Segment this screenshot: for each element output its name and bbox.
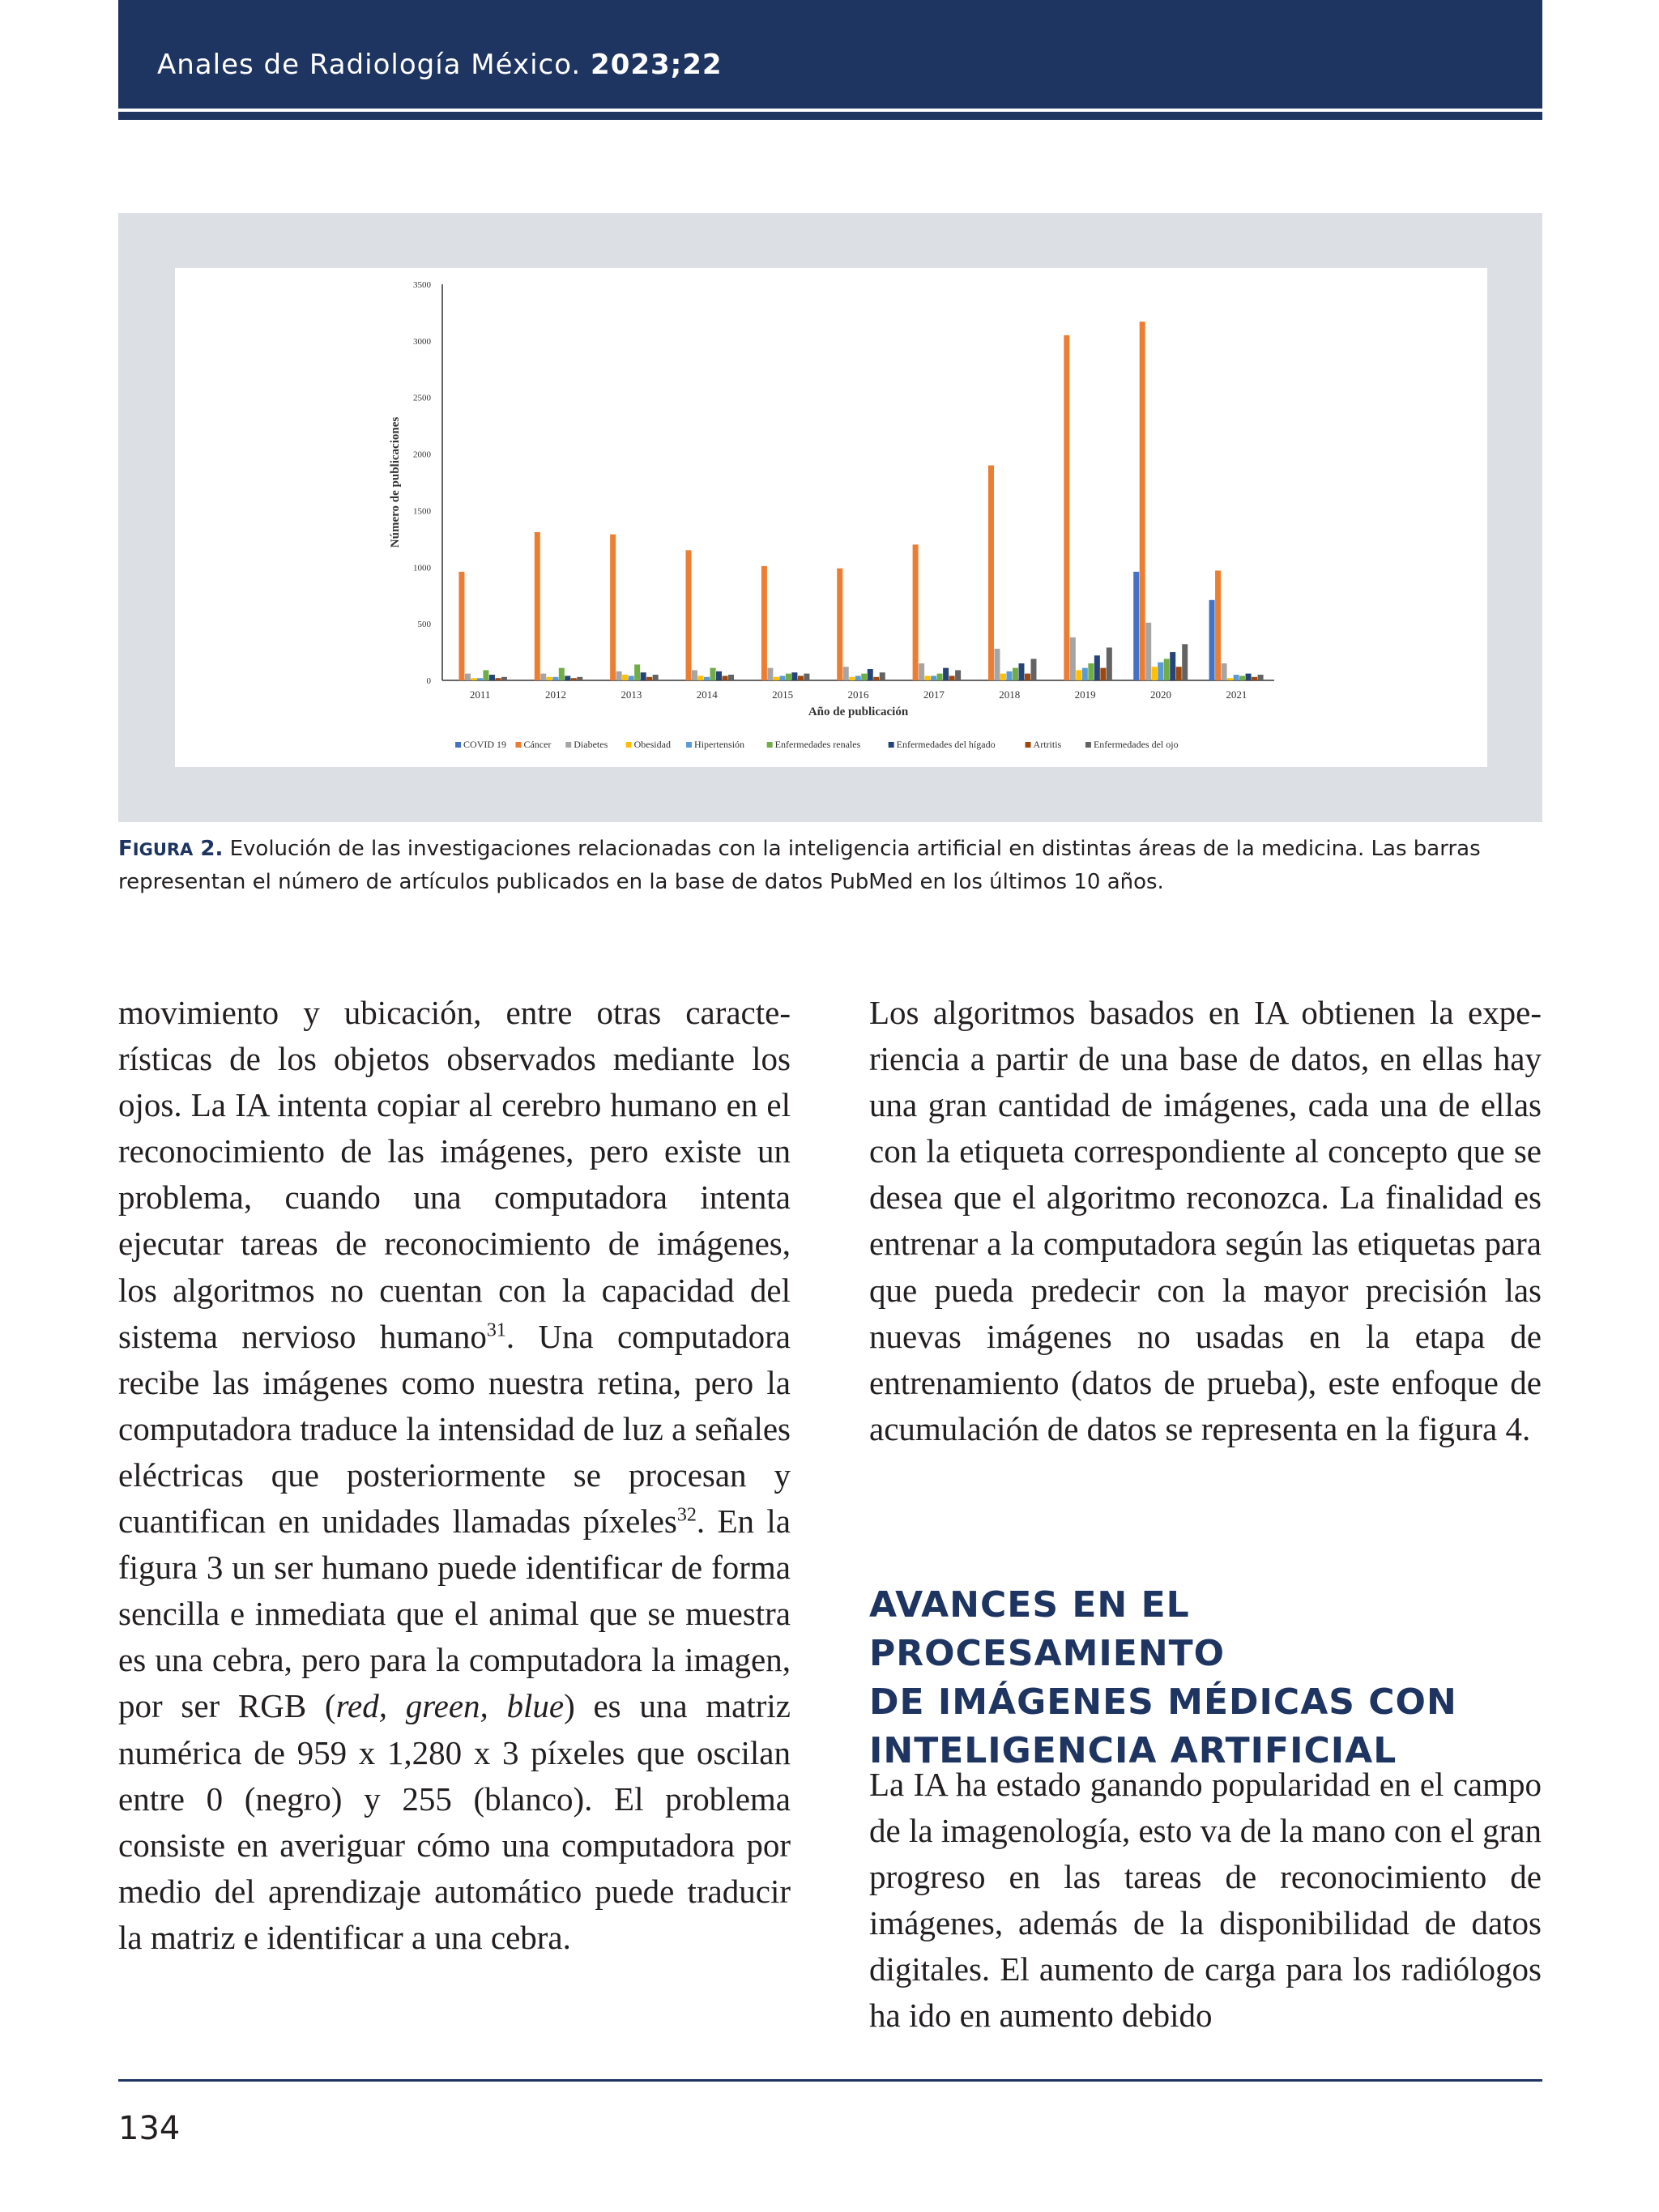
chart-panel [175,268,1487,767]
bar-diabetes-2014 [692,670,697,680]
legend-swatch [889,742,894,748]
bar-enfermedades-del-h-gado-2012 [565,676,570,680]
reference-32: 32 [676,1504,697,1526]
figure-caption [118,833,1544,898]
bar-obesidad-2018 [1000,674,1006,680]
bar-enfermedades-del-h-gado-2015 [791,672,797,680]
bar-c-ncer-2013 [610,535,616,680]
left-column [118,990,791,1961]
page-number: 134 [118,2110,181,2147]
bar-enfermedades-del-h-gado-2013 [641,672,646,680]
y-tick-label: 3000 [413,336,431,347]
x-tick-label: 2016 [847,688,869,701]
bar-enfermedades-renales-2019 [1088,663,1094,680]
bar-enfermedades-del-h-gado-2018 [1018,663,1024,680]
x-tick-label: 2019 [1074,688,1096,701]
bar-enfermedades-del-h-gado-2014 [716,671,722,680]
reference-31: 31 [486,1319,506,1340]
bar-c-ncer-2021 [1215,570,1221,680]
legend-label: Enfermedades del hígado [896,739,996,750]
y-tick-label: 3500 [413,280,431,290]
bar-obesidad-2011 [471,678,476,680]
x-tick-label: 2014 [696,688,718,701]
right-paragraph-2: La IA ha estado ganando popularidad en el campo de la imagenología, esto va de la mano con el gran progreso en las tareas de reconocimiento de imágenes, además de la disponibilidad de datos digitales. El aumento de carga para los radiólogos ha ido en aumento debido [869,1766,1542,2035]
bar-enfermedades-del-ojo-2014 [728,675,734,680]
bar-c-ncer-2017 [913,544,919,680]
y-tick-label: 500 [417,620,431,630]
y-tick-label: 1000 [413,563,431,573]
bar-artritis-2011 [495,678,501,680]
bar-hipertensi-n-2013 [629,676,634,680]
bar-c-ncer-2012 [535,532,540,680]
bar-hipertensi-n-2019 [1082,668,1088,680]
journal-name: Anales de Radiología México. [157,49,582,81]
bar-covid-19-2020 [1133,572,1139,680]
y-tick-label: 0 [426,676,431,686]
bar-artritis-2013 [646,677,652,680]
bar-obesidad-2020 [1152,667,1158,680]
footer-rule [118,2079,1542,2082]
legend-swatch [455,742,461,748]
bar-c-ncer-2014 [686,550,692,680]
bar-diabetes-2015 [767,668,773,680]
section-heading: AVANCES EN EL PROCESAMIENTO DE IMÁGENES MÉDICAS CON INTELIGENCIA ARTIFICIAL [869,1584,1457,1771]
bar-enfermedades-del-h-gado-2019 [1094,655,1100,680]
x-tick-label: 2020 [1149,688,1171,701]
figure-2 [118,213,1542,822]
bar-hipertensi-n-2018 [1006,671,1012,680]
left-paragraph: movimiento y ubicación, entre otras características de los objetos observados mediante los ojos. La IA intenta copiar al cerebro humano en el reconocimiento de las imágenes, pero existe un problema, cuando una computadora intenta ejecutar tareas de reconocimiento de imágenes, los algoritmos no cuentan con la capacidad del sistema nervioso humano$^{31}$. Una computadora recibe las imágenes como nuestra retina, pero la computadora traduce la intensidad de luz a señales eléctricas que posteriormente se procesan y cuantifican en unidades llamadas píxeles$^{32}$. En la figura 3 un ser humano puede identificar de forma sencilla e inmediata que el animal que se muestra es una cebra, pero para la computadora la imagen, por ser RGB (red, green, blue) es una matriz numérica de 959 x 1,280 x 3 píxeles que oscilan entre 0 (negro) y 255 (blanco). El problema consiste en averiguar cómo una computadora por medio del aprendizaje automático puede traducir la matriz e identificar a una cebra. [118,994,791,1956]
bar-enfermedades-del-h-gado-2021 [1246,674,1252,680]
bar-enfermedades-renales-2015 [786,674,791,680]
bar-obesidad-2015 [774,677,779,680]
bar-enfermedades-renales-2014 [710,668,716,680]
bar-enfermedades-renales-2018 [1013,668,1018,680]
bar-artritis-2012 [571,678,577,680]
bar-artritis-2016 [873,677,879,680]
bar-hipertensi-n-2015 [779,676,785,680]
bar-artritis-2021 [1252,677,1257,680]
y-tick-label: 2500 [413,393,431,403]
legend-swatch [626,742,632,748]
y-tick-label: 2000 [413,450,431,460]
x-tick-label: 2018 [999,688,1021,701]
bar-chart [175,268,1487,767]
bar-obesidad-2016 [849,677,855,680]
bar-hipertensi-n-2017 [931,676,936,680]
bar-c-ncer-2016 [837,569,842,680]
bar-covid-19-2021 [1209,600,1215,680]
bar-obesidad-2017 [925,676,931,680]
legend-label: Obesidad [633,739,671,750]
bar-enfermedades-del-h-gado-2016 [868,669,873,680]
bar-diabetes-2020 [1145,623,1151,680]
legend-swatch [515,742,521,748]
bar-c-ncer-2020 [1140,322,1145,680]
legend-label: Diabetes [574,739,608,750]
bar-obesidad-2019 [1076,670,1081,680]
bar-enfermedades-renales-2012 [559,668,565,680]
bar-enfermedades-renales-2017 [937,674,943,680]
bar-enfermedades-del-ojo-2018 [1030,658,1036,680]
legend-swatch [686,742,692,748]
header-rule [118,112,1542,120]
bar-enfermedades-del-ojo-2013 [653,675,659,680]
bar-obesidad-2013 [622,675,628,680]
legend-label: Hipertensión [694,739,745,750]
bar-artritis-2018 [1025,674,1030,680]
right-column [869,990,1542,1452]
x-tick-label: 2011 [469,688,491,701]
bar-c-ncer-2019 [1064,335,1069,680]
bar-enfermedades-renales-2013 [634,664,640,680]
bar-c-ncer-2015 [761,566,767,680]
bar-enfermedades-del-ojo-2015 [804,674,809,680]
bar-enfermedades-del-ojo-2012 [577,677,582,680]
bar-hipertensi-n-2014 [704,677,710,680]
x-axis-label: Año de publicación [808,705,909,718]
legend-label: Enfermedades del ojo [1093,739,1179,750]
right-paragraph-1: Los algoritmos basados en IA obtienen la experiencia a partir de una base de datos, en ellas hay una gran cantidad de imágenes, cada una de ellas con la etiqueta correspondiente al concepto que se desea que el algoritmo reconozca. La finalidad es entrenar a la computadora según las etiquetas para que pueda predecir con la mayor precisión las nuevas imágenes no usadas en la etapa de entrenamiento (datos de prueba), este enfoque de acumulación de datos se representa en la figura 4. [869,994,1542,1447]
journal-header-text [157,49,723,81]
right-column-2 [869,1762,1542,2039]
x-tick-label: 2015 [772,688,794,701]
bar-hipertensi-n-2011 [477,678,483,680]
bar-hipertensi-n-2020 [1158,663,1163,680]
bar-artritis-2017 [949,676,955,680]
legend-swatch [1026,742,1031,748]
legend-label: Artritis [1033,739,1062,750]
caption-text: Evolución de las investigaciones relacionadas con la inteligencia artificial en distintas áreas de la medicina. Las barras representan el número de artículos publicados en la base de datos PubMed en los últimos 10 años. [118,837,1481,894]
bar-hipertensi-n-2021 [1234,675,1239,680]
bar-diabetes-2021 [1222,663,1227,680]
bar-enfermedades-del-ojo-2016 [880,672,885,680]
bar-artritis-2020 [1176,667,1182,680]
bar-obesidad-2014 [698,676,704,680]
bar-hipertensi-n-2012 [552,677,558,680]
bar-enfermedades-renales-2021 [1239,676,1245,680]
y-tick-label: 1500 [413,506,431,517]
bar-artritis-2019 [1100,668,1106,680]
legend-label: COVID 19 [463,739,507,750]
bar-diabetes-2019 [1070,637,1076,680]
x-tick-label: 2013 [621,688,642,701]
bar-enfermedades-del-h-gado-2020 [1170,652,1175,680]
legend-swatch [565,742,571,748]
bar-obesidad-2012 [547,677,552,680]
bar-diabetes-2016 [843,667,849,680]
legend-label: Enfermedades renales [774,739,861,750]
bar-diabetes-2018 [994,649,1000,680]
bar-enfermedades-del-h-gado-2011 [489,675,495,680]
bar-c-ncer-2018 [988,466,994,680]
journal-volume: 2023;22 [591,49,723,81]
bar-enfermedades-del-ojo-2011 [501,677,507,680]
bar-enfermedades-renales-2011 [483,670,488,680]
journal-header-bar [118,0,1542,109]
bar-enfermedades-renales-2016 [861,674,867,680]
bar-diabetes-2011 [465,674,471,680]
x-tick-label: 2017 [923,688,945,701]
bar-artritis-2015 [798,676,804,680]
bar-c-ncer-2011 [458,572,464,680]
legend-swatch [1085,742,1091,748]
bar-diabetes-2017 [919,663,924,680]
bar-enfermedades-renales-2020 [1164,658,1170,680]
legend-swatch [767,742,773,748]
bar-diabetes-2012 [540,674,546,680]
bar-hipertensi-n-2016 [855,676,861,680]
y-axis-label: Número de publicaciones [389,416,402,548]
x-tick-label: 2021 [1226,688,1247,701]
legend-label: Cáncer [523,739,552,750]
bar-obesidad-2021 [1227,678,1233,680]
bar-enfermedades-del-ojo-2019 [1107,647,1112,680]
bar-diabetes-2013 [616,671,622,680]
bar-enfermedades-del-ojo-2021 [1258,675,1264,680]
x-tick-label: 2012 [545,688,567,701]
bar-enfermedades-del-h-gado-2017 [943,668,949,680]
bar-enfermedades-del-ojo-2020 [1182,644,1188,680]
bar-enfermedades-del-ojo-2017 [955,670,961,680]
bar-artritis-2014 [723,676,728,680]
caption-label: FIGURA 2. [118,837,224,861]
